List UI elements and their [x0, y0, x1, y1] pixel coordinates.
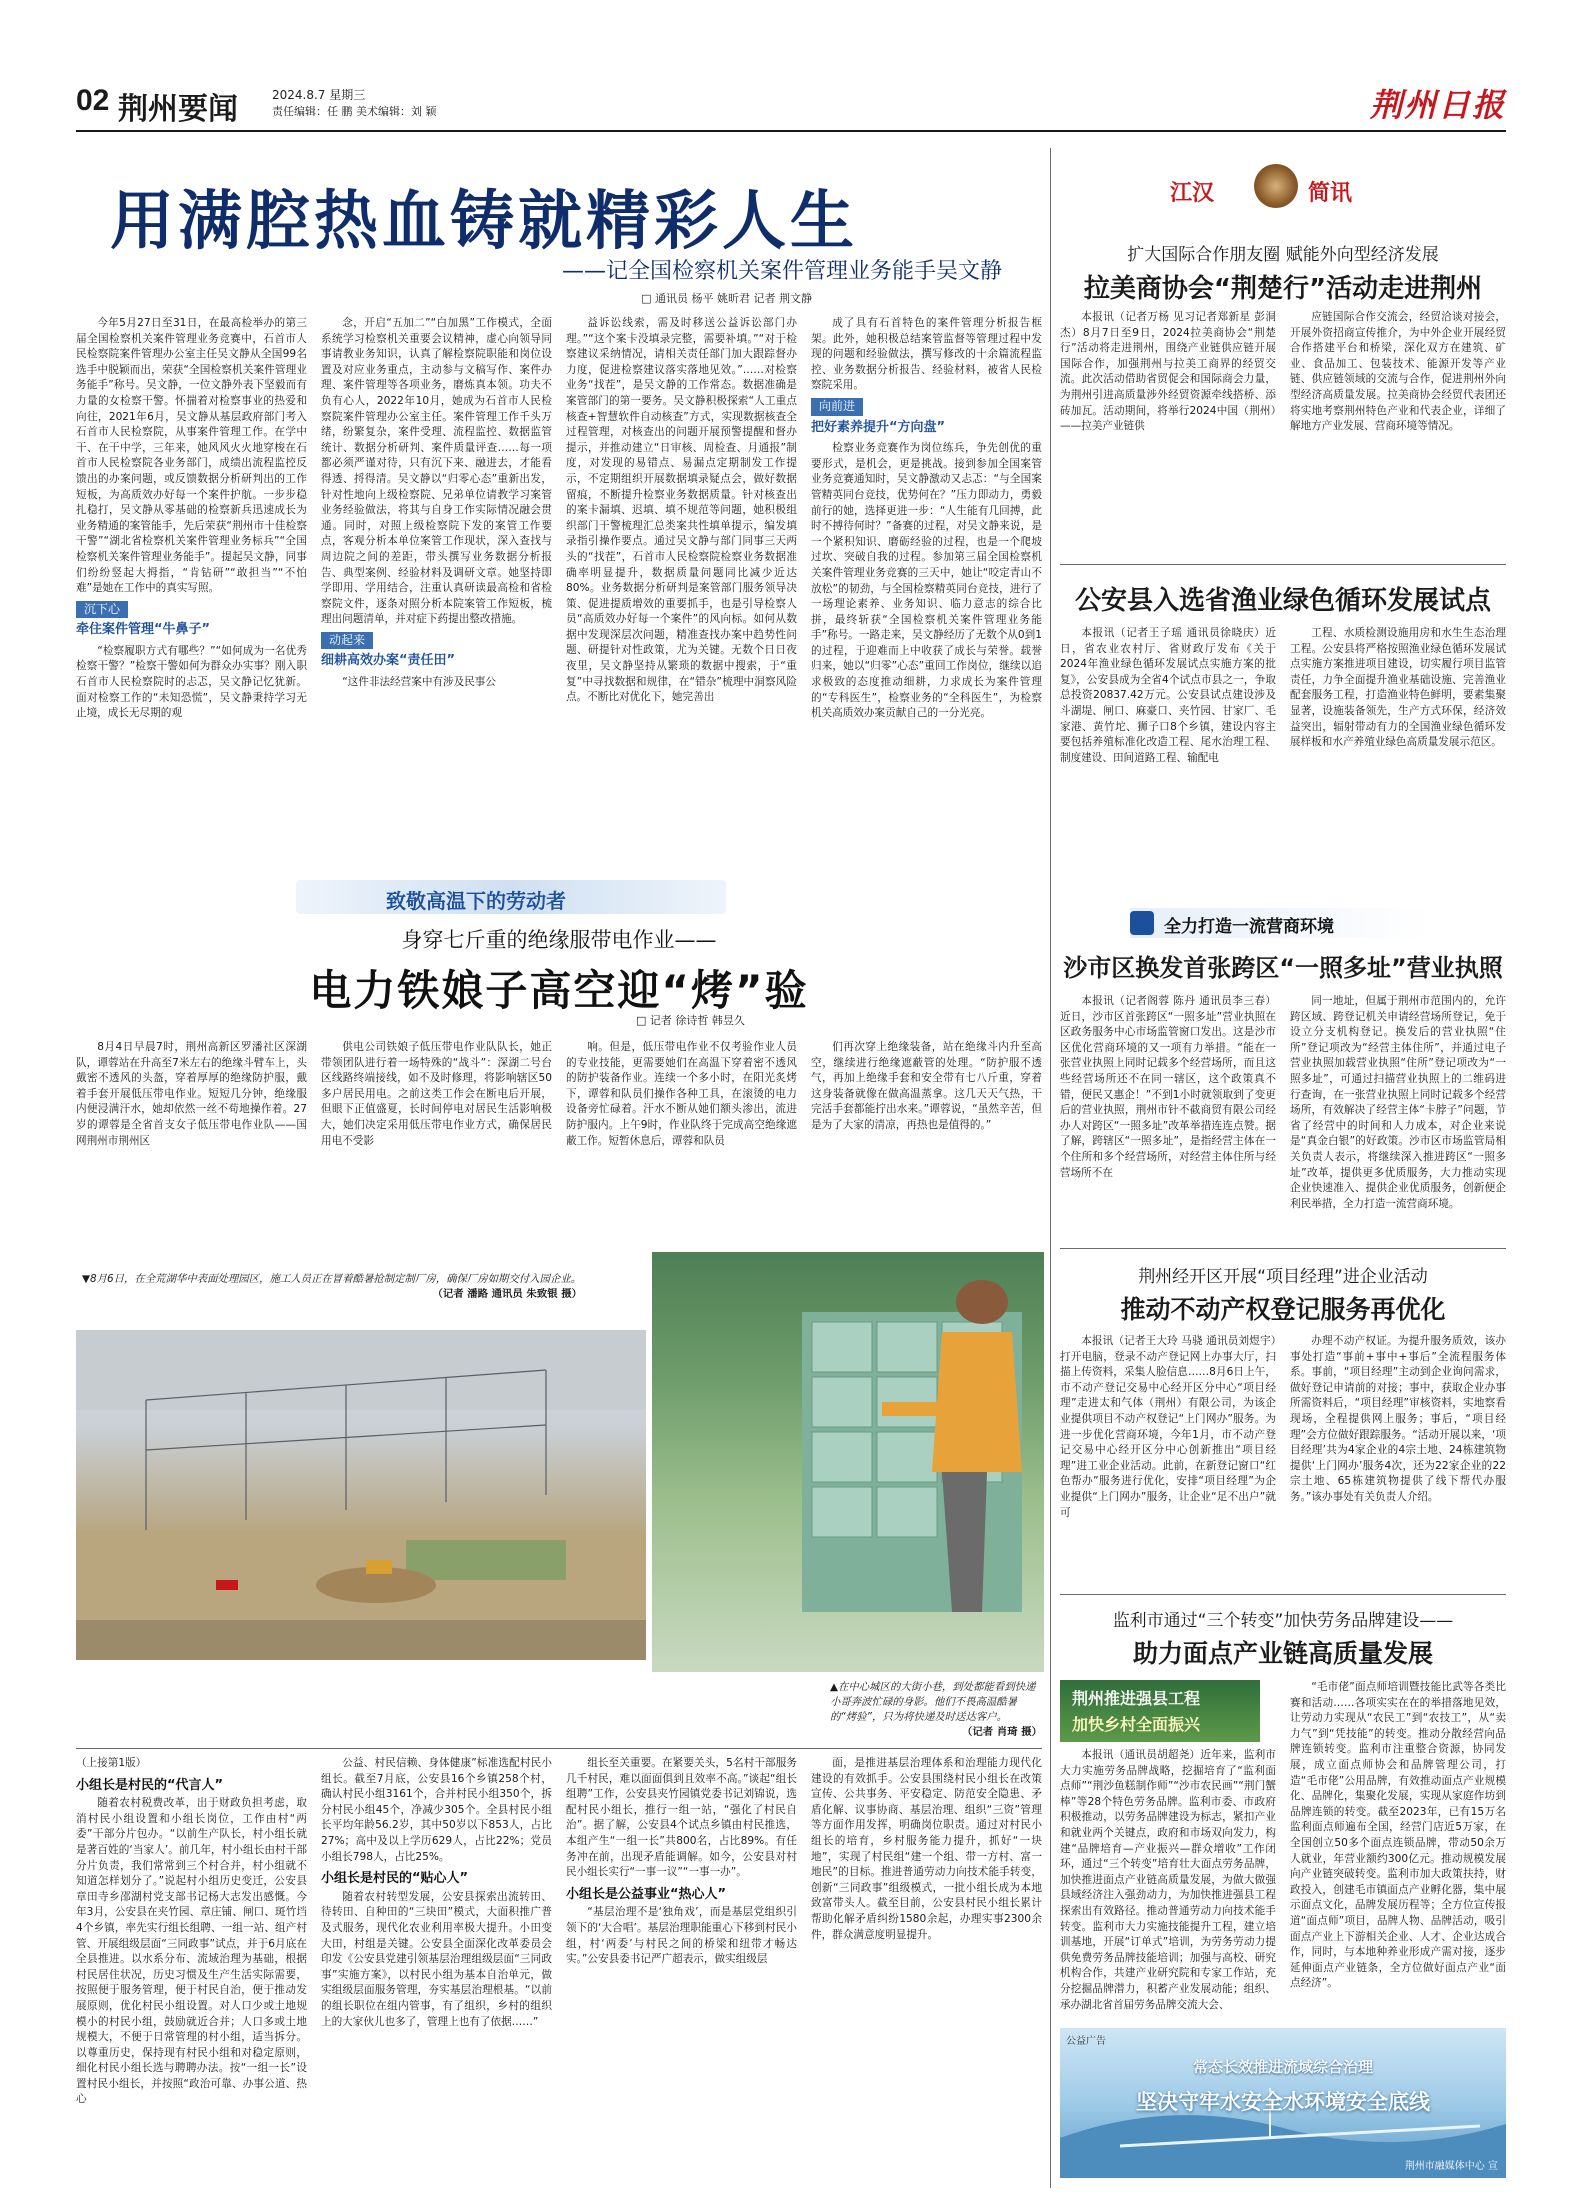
- brief5-inset-line2: 加快乡村全面振兴: [1072, 1715, 1201, 1734]
- brief1-kicker: 扩大国际合作朋友圈 赋能外向型经济发展: [1127, 245, 1439, 265]
- cont-col-3: [566, 1756, 797, 2186]
- lead-col2b-text: “这件非法经营案中有涉及民事公: [342, 676, 496, 689]
- cont-h1: 小组长是村民的“代言人”: [76, 1777, 224, 1793]
- brief5-col1-text: 本报讯（通讯员胡超尧）近年来，监利市大力实施劳务品牌战略，挖掘培育了“监利面点师”“荆沙鱼糕制作师”“沙市农民画”“荆门蟹棒”等28个特色劳务品牌。监利市委、市政府积极推动，以劳务品牌建设为标志，紧扣产业和就业两个关键点，政府和市场双向发力，构建“品牌培育—产业振兴—群众增收”工作闭环，通过“三个转变”培育壮大面点劳务品牌，加快推进面点产业链高质量发展，为做大做强县域经济注入强劲动力，为加快推进强县工程探索出有效路径。推动普通劳动力向技术能手转变。监利市大力实施技能提升工程，建立培训基地，开展“订单式”培训，为劳务劳动力提供免费劳务品牌技能培训；加强与高校、研究机构合作，共建产业研究院和专家工作站，充分挖掘品牌潜力，积蓄产业发展动能；组织、承办湖北省首届劳务品牌交流大会、: [1060, 1749, 1276, 2011]
- brief3-col-2: [1290, 994, 1506, 1244]
- cont-col3b-text: “基层治理不是‘独角戏’，而是基层党组织引领下的‘大合唱’。基层治理职能重心下移到村民小组，村‘两委’与村民之间的桥梁和纽带才畅达实。”公安县委书记严广超表示，做实组级层: [566, 1906, 797, 1966]
- lead-sub1-line: 牵住案件管理“牛鼻子”: [76, 622, 211, 638]
- heat-title: 电力铁娘子高空迎“烤”验: [309, 966, 809, 1015]
- cont-h2: 小组长是村民的“贴心人”: [321, 1871, 469, 1887]
- brief5-col-2: [1290, 1680, 1506, 2016]
- brief3-divider: [1060, 1248, 1506, 1249]
- bronze-mirror-icon: [1254, 164, 1298, 208]
- brief4-col-1: [1060, 1334, 1276, 1594]
- lead-col3-text: 益诉讼线索，需及时移送公益诉讼部门办理。”“这个案卡没填录完整，需要补填。”“对于检察建议采纳情况，请相关责任部门加大跟踪督办力度，促进检察建议落实落地见效。”……对检察业务“找茬”，是吴文静的工作常态。数据准确是案管部门的第一要务。吴文静积极探索“人工重点核查+智慧软件自动核查”方式，实现数据核查全过程管理，对核查出的问题开展预警提醒和督办提示，并推动建立“日审核、周检查、月通报”制度，对发现的易错点、易漏点定期制发工作提示，不定期组织开展数据填录疑点会，做好数据留痕，不断提升检察业务数据质量。针对核查出的案卡漏填、迟填、填不规范等问题，她积极组织部门干警梳理汇总类案共性填单提示，编发填录指引操作要点。通过吴文静与部门同事三天两头的“找茬”，石首市人民检察院检察业务数据准确率明显提升，数据质量问题同比减少近达80%。业务数据分析研判是案管部门服务领导决策、促进提质增效的重要抓手，也是引导检察人员“高质效办好每一个案件”的风向标。如何从数据中发现深层次问题，精准查找办案中趋势性问题、研提针对性政策，尤为关键。无数个日日夜夜里，吴文静坚持从繁琐的数据中搜索，于“重复”中寻找数据和规律，在“错杂”梳理中洞察风险点。不断比对优化下，她完善出: [566, 317, 797, 704]
- brief5-kicker: 监利市通过“三个转变”加快劳务品牌建设——: [1112, 1611, 1454, 1631]
- heat-col2-text: 供电公司铁娘子低压带电作业队队长，她正带领团队进行着一场特殊的“战斗”：深湖二号台区线路终端接线，如不及时修理，将影响辖区50多户居民用电。之前这类工作会在断电后开展，但眼下正值盛夏，长时间停电对居民生活影响极大，她们决定采用低压带电作业方式，确保居民用电不受影: [321, 1041, 552, 1147]
- photo1-caption: [82, 1272, 582, 1302]
- ad-line2: 坚决守牢水安全水环境安全底线: [1136, 2090, 1430, 2114]
- cont-col4-text: 面，是推进基层治理体系和治理能力现代化建设的有效抓手。公安县围绕村民小组长在改策宣传、公共事务、平安稳定、防范安全隐患、矛盾化解、议事协商、基层治理、组织“三资”管理等方面作用发挥，明确岗位职责。通过对村民小组长的培育，乡村服务能力提升，抓好“一块地”，实现了村民组“建一个组、带一方村、富一地民”的目标。推进普通劳动力向技术能手转变，创新“三同政事”组级模式，一批小组长成为本地致富带头人。截至目前，公安县村民小组长累计帮助化解矛盾纠纷1580余起，办理实事2300余件，群众满意度明显提升。: [811, 1757, 1042, 1941]
- ad-line1: 常态长效推进流域综合治理: [1192, 2058, 1373, 2076]
- brief3-title: 沙市区换发首张跨区“一照多址”营业执照: [1063, 954, 1503, 982]
- brief2-col1-text: 本报讯（记者王子瑶 通讯员徐晓庆）近日，省农业农村厅、省财政厅发布《关于2024年渔业绿色循环发展试点实施方案的批复》，公安县成为全省4个试点市县之一，争取总投资20837.42万元。公安县试点建设涉及斗湖堤、闸口、麻豪口、夹竹园、甘家厂、毛家港、黄竹坨、狮子口8个乡镇，建设内容主要包括养殖标准化改造工程、尾水治理工程、制度建设、田间道路工程、输配电: [1060, 627, 1276, 764]
- section-name: 荆州要闻: [118, 92, 238, 127]
- construction-photo-drawing: [76, 1330, 646, 1660]
- photo2-caption-text: ▲在中心城区的大街小巷，到处都能看到快递小哥奔波忙碌的身影。他们不畏高温酷暑的“烤验”，只为将快递及时送达客户。: [830, 1681, 1036, 1723]
- cont-h3: 小组长是公益事业“热心人”: [566, 1886, 727, 1902]
- photo1-caption-text: ▼8月6日，在全荒湖华中表面处理园区，施工人员正在冒着酷暑抢制定制厂房，确保厂房如期交付入园企业。: [82, 1273, 582, 1285]
- photo2-caption: [830, 1680, 1042, 1740]
- brief2-columns: [1060, 626, 1506, 908]
- lead-col2-text: 念，开启“五加二”“白加黑”工作模式，全面系统学习检察机关重要会议精神，虚心向领导同事请教业务知识，认真了解检察院职能和岗位设置及对应业务重点，主动参与文稿写作、案件办理、案件管理等各项业务，磨炼真本领。功夫不负有心人，2022年10月，她成为石首市人民检察院案件管理办公室主任。案件管理工作千头万绪，纷繁复杂，案件受理、流程监控、数据监管统计、数据分析研判、案件质量评查……每一项都必须严谨对待，只有沉下来、融进去，才能看得透、捋得清。吴文静以“归零心态”重新出发，针对性地向上级检察院、兄弟单位请教学习案管业务经验做法，将其与自身工作实际情况融会贯通。同时，对照上级检察院下发的案管工作要点，客观分析本单位案管工作现状，深入查找与周边院之间的差距，带头撰写业务数据分析报告、典型案例、经验材料及调研文章。她坚持即学即用、学用结合，注重认真研读最高检和省检察院文件，逐条对照分析本院案管工作短板，梳理出问题清单，并对症下药提出整改措施。: [321, 317, 552, 626]
- brief4-title: 推动不动产权登记服务再优化: [1120, 1295, 1446, 1324]
- brief2-col-1: [1060, 626, 1276, 908]
- lead-title: 用满腔热血铸就精彩人生: [110, 185, 858, 259]
- brief1-col1-text: 本报讯（记者万杨 见习记者郑新星 彭洞杰）8月7日至9日，2024拉美商协会“荆楚行”活动将走进荆州，围绕产业链供应链开展国际合作，加强荆州与拉美工商界的经贸交流。此次活动借助省贸促会和国际商会力量，为荆州引进高质量涉外经贸资源牵线搭桥、添砖加瓦。活动期间，将举行2024中国（荆州）——拉美产业链供: [1060, 311, 1276, 433]
- cont-col2-text: 公益、村民信赖、身体健康”标准选配村民小组长。截至7月底，公安县16个乡镇258个村，确认村民小组3161个，合并村民小组350个，拆分村民小组45个，净减少305个。全县村民小组长平均年龄56.2岁，其中50岁以下853人，占比27%；高中及以上学历629人，占比22%；党员小组长798人，占比25%。: [321, 1757, 552, 1863]
- heat-kicker: 身穿七斤重的绝缘服带电作业——: [401, 928, 717, 952]
- editors: 责任编辑：任 鹏 美术编辑：刘 颖: [272, 105, 437, 118]
- brief5-col2-text: “毛市佬”面点师培训暨技能比武等各类比赛和活动……各项实实在在的举措落地见效，让劳动力实现从“农民工”到“农技工”，从“卖力气”到“凭技能”的转变。推动分散经营向品牌连锁转变。监利市注重整合资源，协同发展，成立面点师协会和品牌管理公司，打造“毛市佬”公用品牌，有效推动面点产业规模化、品牌化，集聚化发展，实现从家庭作坊到品牌连锁的转变。截至2023年，已有15万名监利面点师遍布全国，经营门店近5万家，在全国创立50多个面点连锁品牌，带动50余万人就业，年营业额约300亿元。推动规模发展向产业链突破转变。监利市加大政策扶持，财政投入，创建毛市镇面点产业孵化器，集中展示面点文化，品牌发展历程等；全方位宣传报道“面点师”项目，品牌人物、品牌活动，吸引面点产业上下游相关企业、人才、企业达成合作，同时，与本地种养业形成产需对接，逐步延伸面点产业链条，全方位做好面点产业“面点经济”。: [1290, 1681, 1506, 1990]
- masthead-rule: [76, 130, 1506, 132]
- brief1-col-1: [1060, 310, 1276, 550]
- brief4-columns: [1060, 1334, 1506, 1594]
- heat-col4-text: 们再次穿上绝缘装备，站在绝缘斗内升至高空，继续进行绝缘遮蔽管的处理。“防护服不透气，再加上绝缘手套和安全带有七八斤重，穿着这身装备就像在做高温蒸拿。这几天天气热，干完活手套都能拧出水来。”谭蓉说，“虽然辛苦，但是为了大家的清凉，再热也是值得的。”: [811, 1041, 1042, 1131]
- ad-credit: 荆州市融媒体中心 宣: [1404, 2161, 1498, 2172]
- cont-col-4: [811, 1756, 1042, 2186]
- brief5-inset-line1: 荆州推进强县工程: [1072, 1689, 1201, 1708]
- brief4-kicker: 荆州经开区开展“项目经理”进企业活动: [1138, 1267, 1428, 1287]
- photo2-credit: （记者 肖琦 摄）: [962, 1726, 1042, 1738]
- brief1-columns: [1060, 310, 1506, 550]
- brief4-divider: [1060, 1594, 1506, 1595]
- business-env-icon: [1130, 911, 1154, 935]
- lead-col4-text: 成了具有石首特色的案件管理分析报告框架。此外，她积极总结案管监督等管理过程中发现的问题和经验做法，撰写修改的十余篇流程监控、业务数据分析报告、经验材料，被省人民检察院采用。: [811, 317, 1042, 392]
- masthead: [76, 80, 1506, 128]
- heat-banner-text: 致敬高温下的劳动者: [386, 889, 566, 913]
- heat-col-2: [321, 1040, 552, 1260]
- courier-photo: [652, 1252, 1044, 1672]
- lead-subtitle: ——记全国检察机关案件管理业务能手吴文静: [561, 259, 1002, 284]
- brief5-col-1: [1060, 1748, 1276, 2016]
- lead-sub3-line: 把好素养提升“方向盘”: [811, 419, 946, 435]
- lead-col4b-text: 检察业务竞赛作为岗位练兵，争先创优的重要形式，是机会，更是挑战。接到参加全国案管业务竞赛通知时，吴文静激动又忐忑：“与全国案管精英同台竞技，优势何在？”压力即动力，勇毅前行的她，选择更进一步：“人生能有几回搏，此时不搏待何时？”备赛的过程，对吴文静来说，是一个紧积知识、磨砺经验的过程，也是一个爬坡过坎、突破自我的过程。参加第三届全国检察机关案件管理业务竞赛的三天中，她让“咬定青山不放松”的韧劲，与全国检察精英同台竞技，进行了一场理论素养、业务知识、临力意志的综合比拼，最终斩获“全国检察机关案件管理业务能手”称号。一路走来，吴文静经历了无数个从0到1的过程，于迎难而上中收获了成长与荣誉。载誉归来，她以“归零”心态”重回工作岗位，继续以追求极致的态度推动细耕，力求成长为案件管理的“专科医生”，检察业务的“全科医生”，为检察机关高质效办案贡献自己的一分光亮。: [811, 442, 1042, 720]
- heat-article: [76, 880, 1042, 1270]
- brief3-columns: [1060, 994, 1506, 1244]
- brief1-col-2: [1290, 310, 1506, 550]
- brief2-col-2: [1290, 626, 1506, 908]
- cont-jump: （上接第1版）: [76, 1757, 147, 1769]
- briefs-logo: [1170, 164, 1400, 210]
- continued-article: [76, 1756, 1042, 2186]
- courier-photo-drawing: [652, 1252, 1044, 1672]
- brief1-title: 拉美商协会“荆楚行”活动走进荆州: [1083, 274, 1483, 304]
- public-ad: [1060, 2028, 1506, 2178]
- heat-col-4: [811, 1040, 1042, 1260]
- brief3-col-1: [1060, 994, 1276, 1244]
- lead-col1b-text: “检察履职方式有哪些？”“如何成为一名优秀检察干警？”检察干警如何为群众办实事？刚入职石首市人民检察院时的忐忑，吴文静记忆犹新。面对检察工作的“未知恐慌”，吴文静秉持学习无止境，成长无尽期的观: [76, 644, 307, 720]
- heat-col-1: [76, 1040, 307, 1260]
- heat-banner: [296, 880, 726, 914]
- lead-byline: □ 通讯员 杨平 姚昕君 记者 荆文静: [641, 292, 812, 305]
- brief5-inset: [1060, 1680, 1260, 1742]
- brief2-title: 公安县入选省渔业绿色循环发展试点: [1074, 586, 1491, 616]
- brief3-col2-text: 同一地址，但属于荆州市范围内的，允许跨区域、跨登记机关申请经营场所登记，免于设立分支机构登记。换发后的营业执照“住所”登记项改为“经营主体住所”，并通过电子营业执照加载营业执照“住所”登记项改为“一照多址”，可通过扫描营业执照上的二维码进行查询，在一张营业执照上同时记载多个经营场所，有效解决了经营主体“卡脖子”问题，节省了经营中的时间和人力成本，对企业来说是“真金白银”的好政策。沙市区市场监管局相关负责人表示，将继续深入推进跨区“一照多址”改革，提供更多优质服务，大力推动实现企业快速准入、提供企业优质服务，创新便企利民举措，全力打造一流营商环境。: [1290, 995, 1506, 1210]
- lead-sub3-tag: 向前进: [811, 398, 863, 416]
- brief3-col1-text: 本报讯（记者阁蓉 陈丹 通讯员李三春）近日，沙市区首张跨区“一照多址”营业执照在区政务服务中心市场监管窗口发出。这是沙市区优化营商环境的又一项有力举措。“能在一张营业执照上同时记载多个经营场所，而且这些经营场所还不在同一辖区，这个政策真不错，便民又惠企！”不到1小时就领取到了变更后的营业执照，荆州市针不截商贸有限公司经办人对跨区“一照多址”改革举措连连点赞。据了解，跨辖区“一照多址”，是指经营主体在一个住所和多个经营场所，对经营主体住所与经营场所不在: [1060, 995, 1276, 1179]
- lead-sub2-tag: 动起来: [321, 632, 373, 650]
- vertical-divider: [1050, 148, 1051, 2188]
- lead-col1-text: 今年5月27日至31日，在最高检举办的第三届全国检察机关案件管理业务竞赛中，石首市人民检察院案件管理办公室主任吴文静从全国99名选手中脱颖而出，荣获“全国检察机关案件管理业务能手”称号。吴文静，一位文静外表下坚毅而有力量的女检察干警。怀揣着对检察事业的热爱和向往，2021年6月，吴文静从基层政府部门考入石首市人民检察院，从事案件管理工作。在学中干、在干中学，三年来，她风风火火地穿梭在石首市人民检察院各业务部门，成绩出流程监控反馈出的办案问题，或反馈数据分析研判出的工作短板，为高质效办好每一个案件护航。一步步稳扎稳打，吴文静从零基础的检察新兵迅速成长为业务精通的案管能手，先后荣获“荆州市十佳检察干警”“湖北省检察机关案件管理业务标兵”“全国检察机关案件管理业务能手”。提起吴文静，同事们纷纷竖起大拇指，“肯钻研”“敢担当”“不怕难”是她在工作中的真实写照。: [76, 317, 307, 595]
- heat-byline: □ 记者 徐诗哲 韩昱久: [636, 1014, 745, 1027]
- cont-col1-text: 随着农村税费改革，出于财政负担考虑，取消村民小组设置和小组长岗位，工作由村“两委”干部分片包办。“以前生产队长，村小组长就是著百姓的‘当家人’。前几年，村小组长由村干部分片负责，我们常常到三个村合并，村小组就不知道怎样划分了。”说起村小组历史变迁，公安县章田寺乡邵湖村党支部书记杨大志发出感慨。今年3月，公安县在夹竹园、章庄铺、闸口、斑竹垱4个乡镇，率先实行组长组聘、一组一站、组产村管、开展组级层面“三同政事”试点，并于6月底在全县推进。以水系分布、流域治理为基础，根据村民居住状况，历史习惯及生产生活实际需要，按照便于服务管理，便于村民自治，便于推动发展原则，优化村民小组设置。对人口少或土地规模小的村民小组，鼓励就近合并；人口多或土地规模大，不便于日常管理的村小组，适当拆分。以尊重历史，保持现有村民小组和对稳定原则，细化村民小组长选与聘聘办法。按“一组一长”设置村民小组长，并按照“政治可靠、办事公道、热心: [76, 1797, 307, 2106]
- cont-col-1: [76, 1756, 307, 2186]
- briefs-logo-right: 简讯: [1308, 180, 1353, 206]
- heat-col1-text: 8月4日早晨7时，荆州高新区罗潘社区深湖队，谭蓉站在升高至7米左右的绝缘斗臂车上，头戴密不透风的头盔，穿着厚厚的绝缘防护服，戴着手套开展低压带电作业。短短几分钟，绝缘服内便浸满汗水，她却依然一丝不苟地操作着。27岁的谭蓉是全省首支女子低压带电作业队——国网荆州市荆州区: [76, 1041, 307, 1147]
- issue-date: 2024.8.7 星期三: [272, 88, 366, 102]
- brief4-col-2: [1290, 1334, 1506, 1594]
- cont-col2b-text: 随着农村转型发展，公安县探索出流转田、待转田、自种田的“三块田”模式，大面积推广普及式服务，现代化农业利用率极大提升。小田变大田，村组是关键。公安县全面深化改革委员会印发《公安县党建引领基层治理组级层面“三同政事”实施方案》，以村民小组为基本自治单元，做实组级层面服务管理，夯实基层治理根基。“以前的组长职位在组内管事，有了组织，乡村的组织上的大家伙儿也多了，管理上也有了依据……”: [321, 1890, 552, 2028]
- heat-columns: [76, 1040, 1042, 1260]
- cont-col-2: [321, 1756, 552, 2186]
- lead-sub1-tag: 沉下心: [76, 601, 128, 619]
- brief3-banner-text: 全力打造一流营商环境: [1164, 917, 1334, 937]
- cont-col3-text: 组长至关重要。在紧要关头，5名村干部服务几千村民，难以面面俱到且效率不高。”谈起“组长组聘”工作，公安县夹竹园镇党委书记刘锦说，选配村民小组长，推行一组一站，“强化了村民自治”。据了解，公安县4个试点乡镇由村民推选，本组产生“一组一长”共800名，占比89%。有任务冲在前，出现矛盾能调解。如今，公安县对村民小组长实行“一事一议”“一事一办”。: [566, 1757, 797, 1879]
- ad-tag: 公益广告: [1066, 2036, 1106, 2047]
- heat-col3-text: 响。但是，低压带电作业不仅考验作业人员的专业技能，更需要她们在高温下穿着密不透风的防护装备作业。连续一个多小时，在阳光炙烤下，谭蓉和队员们操作各种工具，在滚烫的电力设备旁忙碌着。汗水不断从她们额头渗出，流进防护服内。上午9时，作业队终于完成高空绝缘遮蔽工作。短暂休息后，谭蓉和队员: [566, 1041, 797, 1147]
- brief2-col2-text: 工程、水质检测设施用房和水生生态治理工程。公安县将严格按照渔业绿色循环发展试点实施方案推进项目建设，切实履行项目监管责任，力争全面提升渔业基础设施、完善渔业配套服务工程，打造渔业特色鲜明，要素集聚显著，设施装备领先，生产方式环保，经济效益突出，辐射带动有力的全国渔业绿色循环发展样板和水产养殖业绿色高质量发展示范区。: [1290, 627, 1506, 749]
- brief1-col2-text: 应链国际合作交流会，经贸洽谈对接会，开展外资招商宣传推介，为中外企业开展经贸合作搭建平台和桥梁，深化双方在建筑、矿业、食品加工、包装技术、能源开发等产业链、供应链领域的交流与合作，促进荆州外向型经济高质量发展。拉美商协会经贸代表团还将实地考察荆州特色产业和代表企业，详细了解地方产业发展、营商环境等情况。: [1290, 311, 1506, 433]
- brief3-banner: [1130, 908, 1430, 938]
- briefs-column: [1060, 148, 1506, 2188]
- brief5-title: 助力面点产业链高质量发展: [1132, 1639, 1433, 1668]
- brief4-col2-text: 办理不动产权证。为提升服务质效，该办事处打造“事前+事中+事后”全流程服务体系。事前，“项目经理”主动到企业询问需求，做好登记申请前的对接；事中，获取企业办事所需资料后，“项目经理”审核资料，实地察看现场，全程提供网上服务；事后，“项目经理”会方位做好跟踪服务。“活动开展以来，‘项目经理’共为4家企业的4宗土地、24栋建筑物提供‘上门网办’服务4次，还为22家企业的22宗土地、65栋建筑物提供了线下帮代办服务。”该办事处有关负责人介绍。: [1290, 1335, 1506, 1503]
- page-number: 02: [76, 84, 110, 117]
- heat-col-3: [566, 1040, 797, 1260]
- lead-sub2-line: 细耕高效办案“责任田”: [321, 653, 456, 669]
- brief1-divider: [1060, 564, 1506, 565]
- photo1-credit: （记者 潘路 通讯员 朱致银 摄）: [432, 1288, 582, 1300]
- paper-logo: 荆州日报: [1369, 86, 1506, 124]
- construction-photo: [76, 1330, 646, 1660]
- briefs-logo-left: 江汉: [1170, 180, 1215, 206]
- brief4-col1-text: 本报讯（记者王大玲 马骁 通讯员刘煜宇）打开电脑，登录不动产登记网上办事大厅，扫描上传资料，采集人脸信息……8月6日上午，市不动产登记交易中心经开区分中心“项目经理”走进太和气体（荆州）有限公司，为该企业提供项目不动产权登记“上门网办”服务。为进一步优化营商环境，今年1月，市不动产登记交易中心经开区分中心创新推出“项目经理”进工业企业活动。此前，在新登记窗口“红色帮办”服务进行优化，安排“项目经理”为企业提供“上门网办”服务，让企业“足不出户”就可: [1060, 1335, 1276, 1519]
- left-bottom-divider: [76, 1748, 1042, 1749]
